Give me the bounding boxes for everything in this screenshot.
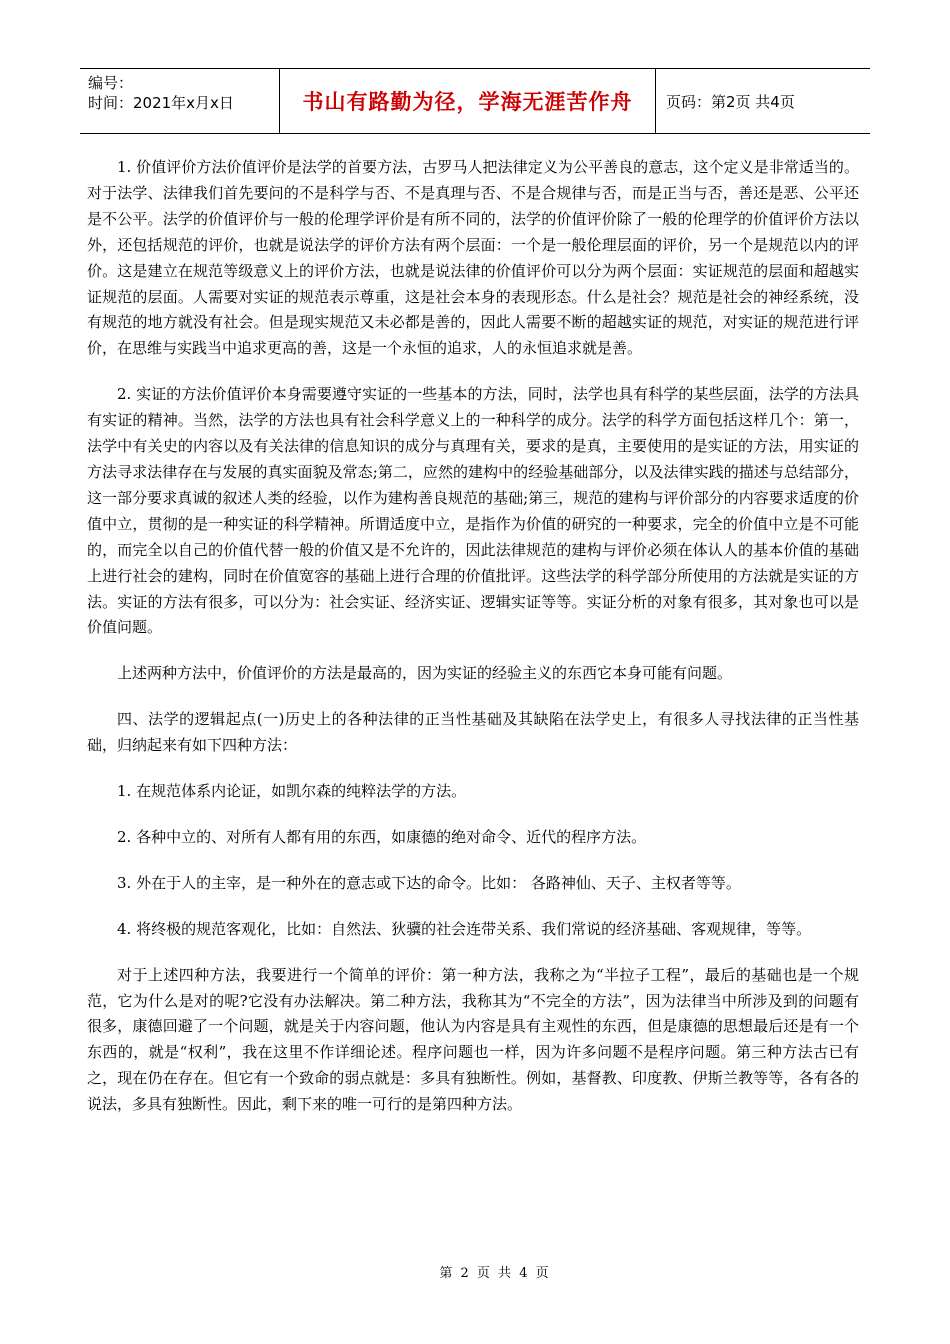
page-header [80,68,870,134]
paragraph: 2. 实证的方法价值评价本身需要遵守实证的一些基本的方法，同时，法学也具有科学的某些层面，法学的方法具有实证的精神。当然，法学的方法也具有社会科学意义上的一种科学的成分。法学的科学方面包括这样几个：第一，法学中有关史的内容以及有关法律的信息知识的成分与真理有关，要求的是真，主要使用的是实证的方法，用实证的方法寻求法律存在与发展的真实面貌及常态;第二，应然的建构中的经验基础部分，以及法律实践的描述与总结部分，这一部分要求真诚的叙述人类的经验，以作为建构善良规范的基础;第三，规范的建构与评价部分的内容要求适度的价值中立，贯彻的是一种实证的科学精神。所谓适度中立，是指作为价值的研究的一种要求，完全的价值中立是不可能的，而完全以自己的价值代替一般的价值又是不允许的，因此法律规范的建构与评价必须在体认人的基本价值的基础上进行社会的建构，同时在价值宽容的基础上进行合理的价值批评。这些法学的科学部分所使用的方法就是实证的方法。实证的方法有很多，可以分为：社会实证、经济实证、逻辑实证等等。实证分析的对象有很多，其对象也可以是价值问题。 [87,385,859,637]
date-label: 时间：2021年x月x日 [88,94,234,112]
paragraph: 对于上述四种方法，我要进行一个简单的评价：第一种方法，我称之为“半拉子工程”，最后的基础也是一个规范，它为什么是对的呢?它没有办法解决。第二种方法，我称其为“不完全的方法”，因为法律当中所涉及到的问题有很多，康德回避了一个问题，就是关于内容问题，他认为内容是具有主观性的东西，但是康德的思想最后还是有一个东西的，就是“权利”，我在这里不作详细论述。程序问题也一样，因为许多问题不是程序问题。第三种方法古已有之，现在仍在存在。但它有一个致命的弱点就是：多具有独断性。例如，基督教、印度教、伊斯兰教等等，各有各的说法，多具有独断性。因此，剩下来的唯一可行的是第四种方法。 [87,965,859,1114]
header-motto: 书山有路勤为径，学海无涯苦作舟 [280,69,656,133]
number-label: 编号： [88,74,134,92]
paragraph: 2. 各种中立的、对所有人都有用的东西，如康德的绝对命令、近代的程序方法。 [117,827,647,846]
paragraph: 4. 将终极的规范客观化，比如：自然法、狄骥的社会连带关系、我们常说的经济基础、客观规律，等等。 [117,919,812,938]
paragraph: 上述两种方法中，价值评价的方法是最高的，因为实证的经验主义的东西它本身可能有问题。 [117,664,733,683]
paragraph: 1. 价值评价方法价值评价是法学的首要方法，古罗马人把法律定义为公平善良的意志，这个定义是非常适当的。对于法学、法律我们首先要问的不是科学与否、不是真理与否、不是合规律与否，而是正当与否，善还是恶、公平还是不公平。法学的价值评价与一般的伦理学评价是有所不同的，法学的价值评价除了一般的伦理学的价值评价方法以外，还包括规范的评价，也就是说法学的评价方法有两个层面：一个是一般伦理层面的评价，另一个是规范以内的评价。这是建立在规范等级意义上的评价方法，也就是说法律的价值评价可以分为两个层面：实证规范的层面和超越实证规范的层面。人需要对实证的规范表示尊重，这是社会本身的表现形态。什么是社会？规范是社会的神经系统，没有规范的地方就没有社会。但是现实规范又未必都是善的，因此人需要不断的超越实证的规范，对实证的规范进行评价，在思维与实践当中追求更高的善，这是一个永恒的追求，人的永恒追求就是善。 [87,158,859,358]
page-footer: 第 2 页 共 4 页 [439,1266,551,1281]
header-page-info: 页码：第2页 共4页 [666,92,795,111]
paragraph: 3. 外在于人的主宰，是一种外在的意志或下达的命令。比如： 各路神仙、天子、主权者等等。 [117,873,741,892]
paragraph: 1. 在规范体系内论证，如凯尔森的纯粹法学的方法。 [117,782,467,801]
paragraph: 四、法学的逻辑起点(一)历史上的各种法律的正当性基础及其缺陷在法学史上，有很多人寻找法律的正当性基础，归纳起来有如下四种方法： [87,710,859,755]
header-meta [80,69,280,133]
document-body [87,155,859,1138]
